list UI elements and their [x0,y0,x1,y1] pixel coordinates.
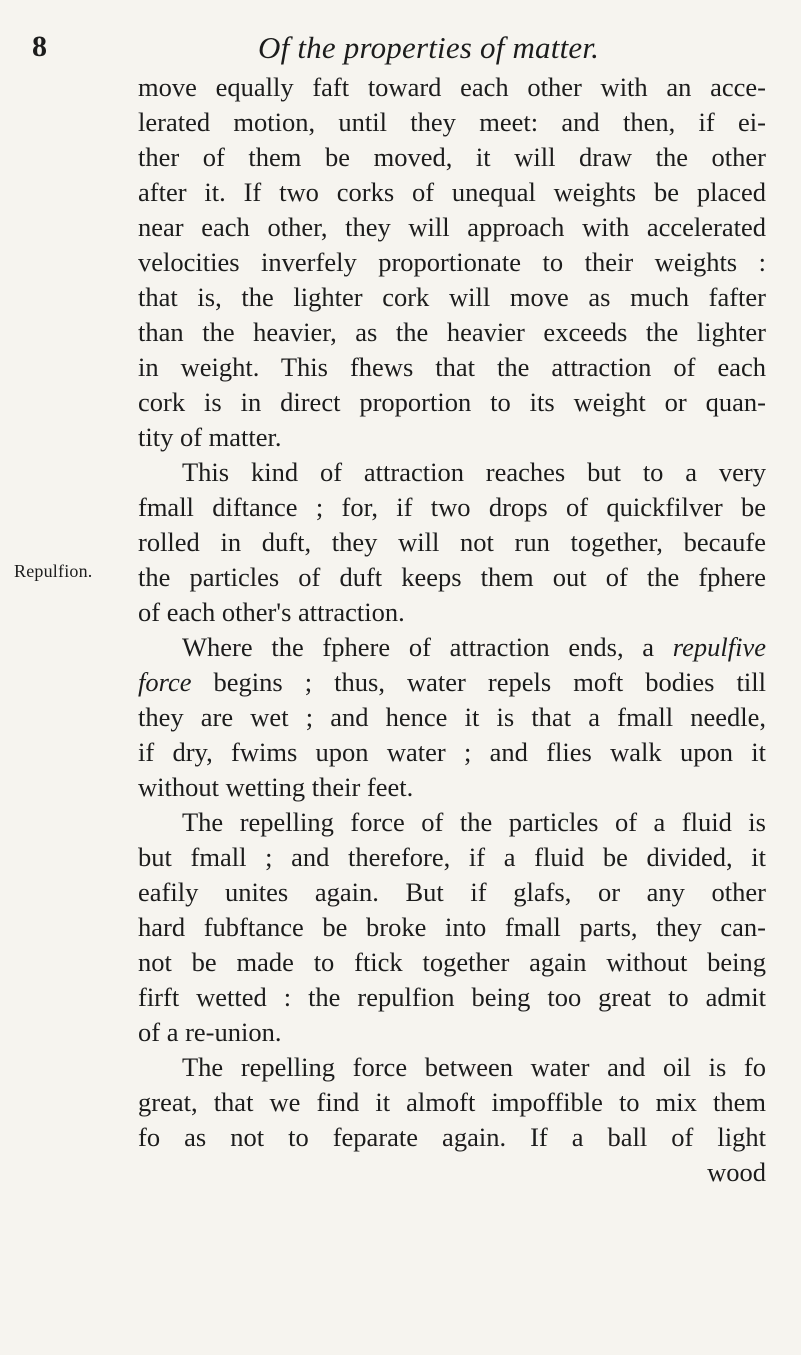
text-line: of each other's attraction. [138,597,405,627]
text-line: they are wet ; and hence it is that a fmall needle, [138,702,766,732]
text-line: in weight. This fhews that the attraction of each [138,352,766,382]
text-line: velocities inverfely proportionate to their weights : [138,247,766,277]
page-header [30,26,761,74]
italic-term: force [138,667,192,697]
text-line [138,665,766,700]
text-line: tity of matter. [138,422,282,452]
text-line: of a re-union. [138,1017,282,1047]
text-line: great, that we find it almoft impoffible to mix them [138,1087,766,1117]
text-segment: begins ; thus, water repels moft bodies till [191,667,766,697]
text-line: if dry, fwims upon water ; and flies walk upon it [138,737,766,767]
italic-term: repulfive [672,632,766,662]
running-head: Of the properties of matter. [258,30,600,65]
text-line [138,630,766,665]
text-line: The repelling force of the particles of a fluid is [182,807,766,837]
text-line: fmall diftance ; for, if two drops of quickfilver be [138,492,766,522]
page-number: 8 [32,30,47,63]
body-text [138,70,766,1190]
text-line: not be made to ftick together again without being [138,947,766,977]
text-line: after it. If two corks of unequal weights be placed [138,177,766,207]
text-line: but fmall ; and therefore, if a fluid be divided, it [138,842,766,872]
text-line: that is, the lighter cork will move as much fafter [138,282,766,312]
text-line: move equally faft toward each other with an acce- [138,72,766,102]
text-line: lerated motion, until they meet: and then, if ei- [138,107,766,137]
text-line: hard fubftance be broke into fmall parts, they can- [138,912,766,942]
text-line: ther of them be moved, it will draw the other [138,142,766,172]
margin-note: Repulfion. [14,561,93,581]
text-line: eafily unites again. But if glafs, or any other [138,877,766,907]
text-line: without wetting their feet. [138,772,414,802]
text-line: rolled in duft, they will not run together, becaufe [138,527,766,557]
text-line: firft wetted : the repulfion being too great to admit [138,982,766,1012]
text-line: than the heavier, as the heavier exceeds the lighter [138,317,766,347]
text-segment: Where the fphere of attraction ends, a [182,632,673,662]
text-line: fo as not to feparate again. If a ball of light [138,1122,766,1152]
text-line: cork is in direct proportion to its weight or quan- [138,387,766,417]
text-line: The repelling force between water and oil is fo [182,1052,766,1082]
text-line: the particles of duft keeps them out of the fphere [138,562,766,592]
catchword: wood [707,1157,766,1187]
text-line: near each other, they will approach with accelerated [138,212,766,242]
text-line: This kind of attraction reaches but to a very [182,457,766,487]
